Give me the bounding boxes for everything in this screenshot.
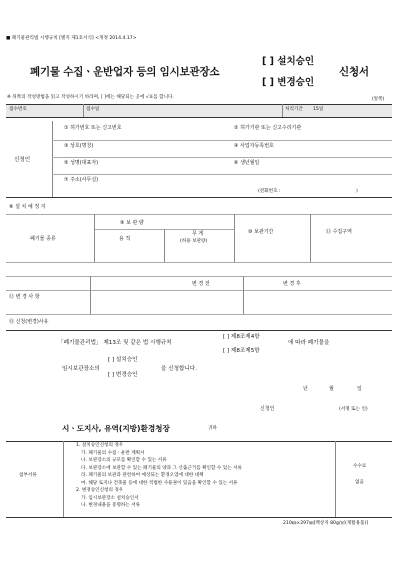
form-title-tail: 신청서 [339, 66, 369, 78]
date-day-label: 일 [357, 386, 362, 392]
recipient-authority: 시ㆍ도지사, 유역(지방)환경청장 [62, 424, 170, 433]
collection-area-header: ⑪ 수집구역 [326, 229, 352, 235]
statement-request: 을 신청합니다. [161, 366, 197, 372]
representative-name-field[interactable]: ⑤ 성명(대표자) [64, 160, 99, 166]
weight-header: 무 게 [192, 231, 204, 237]
attachment-line: 다. 보관장소에 보관할 수 있는 폐기물의 양과 그 산출근거를 확인할 수 있는 서류 [81, 465, 242, 471]
permit-number-field[interactable]: ① 허가번호 또는 신고번호 [64, 125, 122, 131]
applicant-label: 신청인 [14, 157, 31, 163]
request-reason-field[interactable]: ⑬ 신청(변경)사유 [9, 319, 49, 325]
install-approval-option[interactable]: [ ] 설치승인 [108, 357, 138, 363]
change-after-header: 변 경 후 [283, 281, 301, 287]
signature-field[interactable]: (서명 또는 인) [339, 407, 368, 412]
attachment-line: 나. 변경내용을 증명하는 서류 [81, 503, 141, 508]
form-title: 폐기물 수집ㆍ운반업자 등의 임시보관장소 [30, 66, 220, 78]
attachment-line: 가. 폐기물의 수집ㆍ운반 계획서 [81, 450, 145, 456]
change-items-label: ⑫ 변 경 사 항 [9, 294, 40, 300]
attachment-line: 라. 폐기물의 보관과 관련하여 예상되는 환경오염에 대한 대책 [81, 473, 204, 478]
page-side-label: (앞쪽) [372, 97, 385, 102]
fee-label: 수수료 [353, 464, 367, 469]
statement-prefix: 임시보관장소의 [62, 366, 100, 372]
business-reg-number-field[interactable]: ④ 사업자등록번호 [234, 143, 274, 149]
attachments-label: 첨부서류 [19, 473, 37, 478]
attachment-line: 마. 해당 토지나 건축물 등에 대한 적법한 사용권이 있음을 확인할 수 있는 서류 [81, 480, 238, 486]
allowed-storage-header: (허용 보관량) [180, 239, 208, 244]
title-option-install: [ ] 설치승인 [262, 56, 315, 67]
date-month-label: 월 [329, 386, 334, 392]
permit-agency-field[interactable]: ② 허가기관 또는 신고수리기관 [234, 125, 302, 131]
change-approval-option[interactable]: [ ] 변경승인 [108, 372, 138, 378]
form-header-note: ■ 폐기물관리법 시행규칙 [별지 제1호서식] <개정 2014.4.17> [6, 36, 137, 41]
attachment-line: 나. 보관장소의 규모를 확인할 수 있는 서류 [81, 458, 167, 463]
law-statement-tail: 에 따라 폐기물을 [288, 340, 330, 346]
law-statement: 「폐기물관리법」 제13조 및 같은 법 시행규칙 [58, 340, 172, 346]
article-option-4[interactable]: [ ] 제8조제4항 [223, 334, 260, 340]
phone-label: (전화번호 : [258, 189, 281, 194]
recipient-honorific: 귀하 [208, 426, 217, 431]
install-location-field[interactable]: ⑧ 설 치 예 정 지 [9, 204, 46, 210]
attachment-line: 2. 변경승인신청의 경우 [76, 488, 124, 493]
instructions: ※ 뒤쪽의 작성방법을 읽고 작성하시기 바라며, [ ]에는 해당되는 곳에 √표를 합니다. [7, 95, 174, 100]
receipt-number-label: 접수번호 [9, 107, 27, 112]
attachment-line: 가. 임시보관장소 설치승인서 [81, 495, 139, 501]
fee-value: 없음 [355, 480, 364, 485]
receipt-date-label: 접수일 [86, 107, 100, 112]
processing-period-value: 15일 [313, 107, 324, 112]
paper-spec-footer: 210㎜×297㎜[백상지 80g/㎡(재활용품)] [283, 521, 369, 526]
article-option-5[interactable]: [ ] 제8조제5항 [223, 348, 260, 354]
receipt-row [6, 104, 392, 117]
birth-date-field[interactable]: ⑥ 생년월일 [234, 160, 260, 166]
volume-header: 용 적 [119, 236, 131, 242]
address-field[interactable]: ⑦ 주소(사무실) [64, 177, 99, 183]
storage-amount-header: ⑨ 보 관 량 [120, 220, 144, 226]
title-option-change: [ ] 변경승인 [262, 77, 315, 88]
phone-close: ) [356, 189, 358, 194]
date-year-label: 년 [303, 386, 308, 392]
attachment-line: 1. 설치승인신청의 경우 [76, 443, 124, 448]
business-name-field[interactable]: ③ 상호(명칭) [64, 143, 94, 149]
storage-period-header: ⑩ 보관기간 [248, 229, 274, 235]
applicant-sign-label: 신청인 [260, 406, 275, 412]
waste-type-header: 폐기물 종류 [30, 236, 56, 242]
processing-period-label: 처리기간 [285, 107, 303, 112]
change-before-header: 변 경 전 [192, 281, 210, 287]
